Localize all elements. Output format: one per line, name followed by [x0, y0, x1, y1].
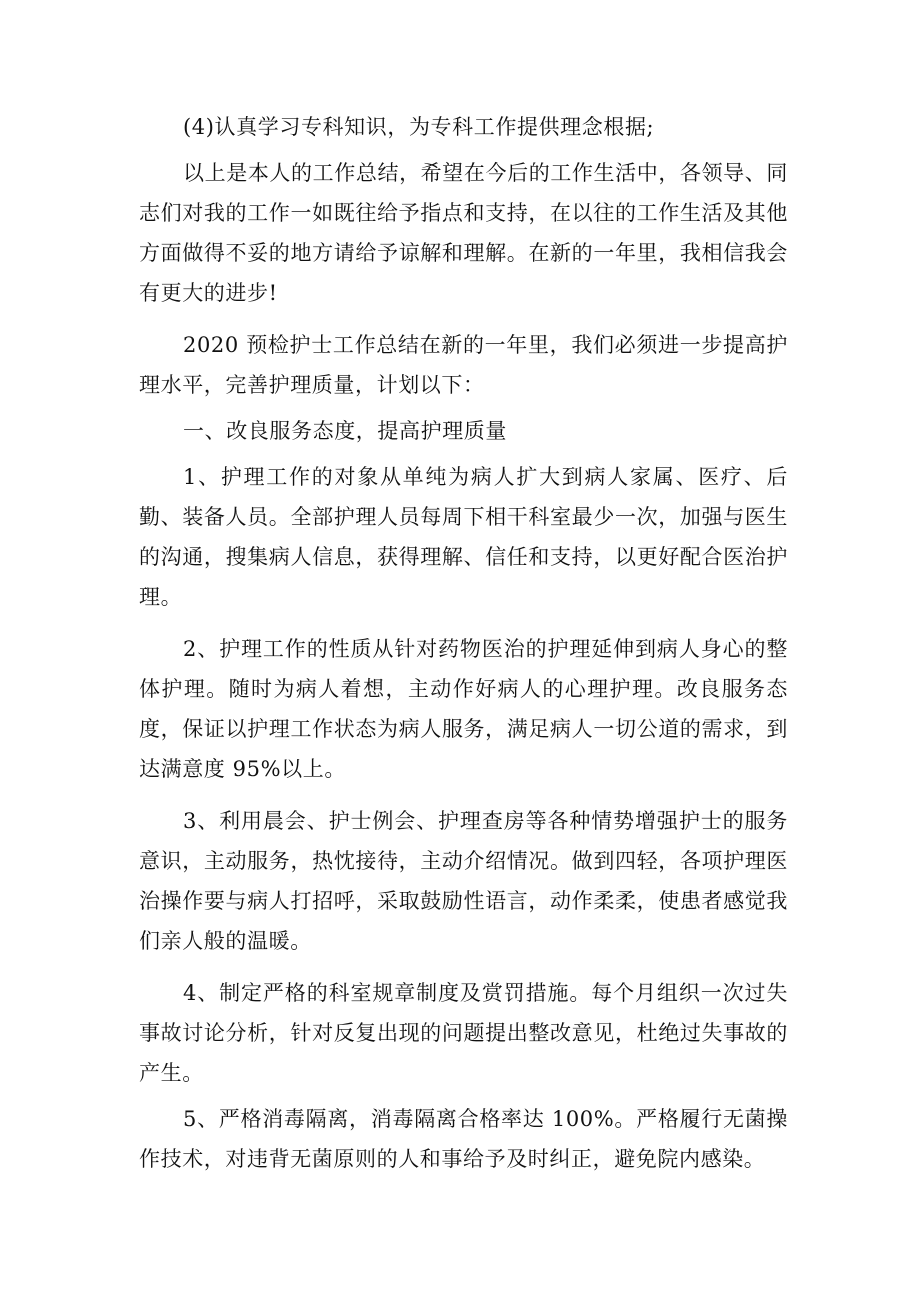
paragraph-plan-intro: 2020 预检护士工作总结在新的一年里，我们必须进一步提高护理水平，完善护理质量，计划以下： — [139, 333, 788, 397]
paragraph-item-4: (4)认真学习专科知识，为专科工作提供理念根据; — [183, 115, 655, 139]
paragraph-point-4: 4、制定严格的科室规章制度及赏罚措施。每个月组织一次过失事故讨论分析，针对反复出现的问题提出整改意见，杜绝过失事故的产生。 — [139, 981, 788, 1085]
paragraph-point-5: 5、严格消毒隔离，消毒隔离合格率达 100%。严格履行无菌操作技术，对违背无菌原则的人和事给予及时纠正，避免院内感染。 — [139, 1107, 788, 1171]
paragraph-closing: 以上是本人的工作总结，希望在今后的工作生活中，各领导、同志们对我的工作一如既往给予指点和支持，在以往的工作生活及其他方面做得不妥的地方请给予谅解和理解。在新的一年里，我相信我会有更大的进步! — [139, 161, 788, 305]
paragraph-point-1: 1、护理工作的对象从单纯为病人扩大到病人家属、医疗、后勤、装备人员。全部护理人员每周下相干科室最少一次，加强与医生的沟通，搜集病人信息，获得理解、信任和支持，以更好配合医治护理。 — [139, 465, 788, 609]
paragraph-point-2: 2、护理工作的性质从针对药物医治的护理延伸到病人身心的整体护理。随时为病人着想，主动作好病人的心理护理。改良服务态度，保证以护理工作状态为病人服务，满足病人一切公道的需求，到达满意度 95%以上。 — [139, 637, 788, 781]
section-heading: 一、改良服务态度，提高护理质量 — [183, 419, 507, 443]
paragraph-point-3: 3、利用晨会、护士例会、护理查房等各种情势增强护士的服务意识，主动服务，热忱接待，主动介绍情况。做到四轻，各项护理医治操作要与病人打招呼，采取鼓励性语言，动作柔柔，使患者感觉我们亲人般的温暖。 — [139, 809, 788, 953]
